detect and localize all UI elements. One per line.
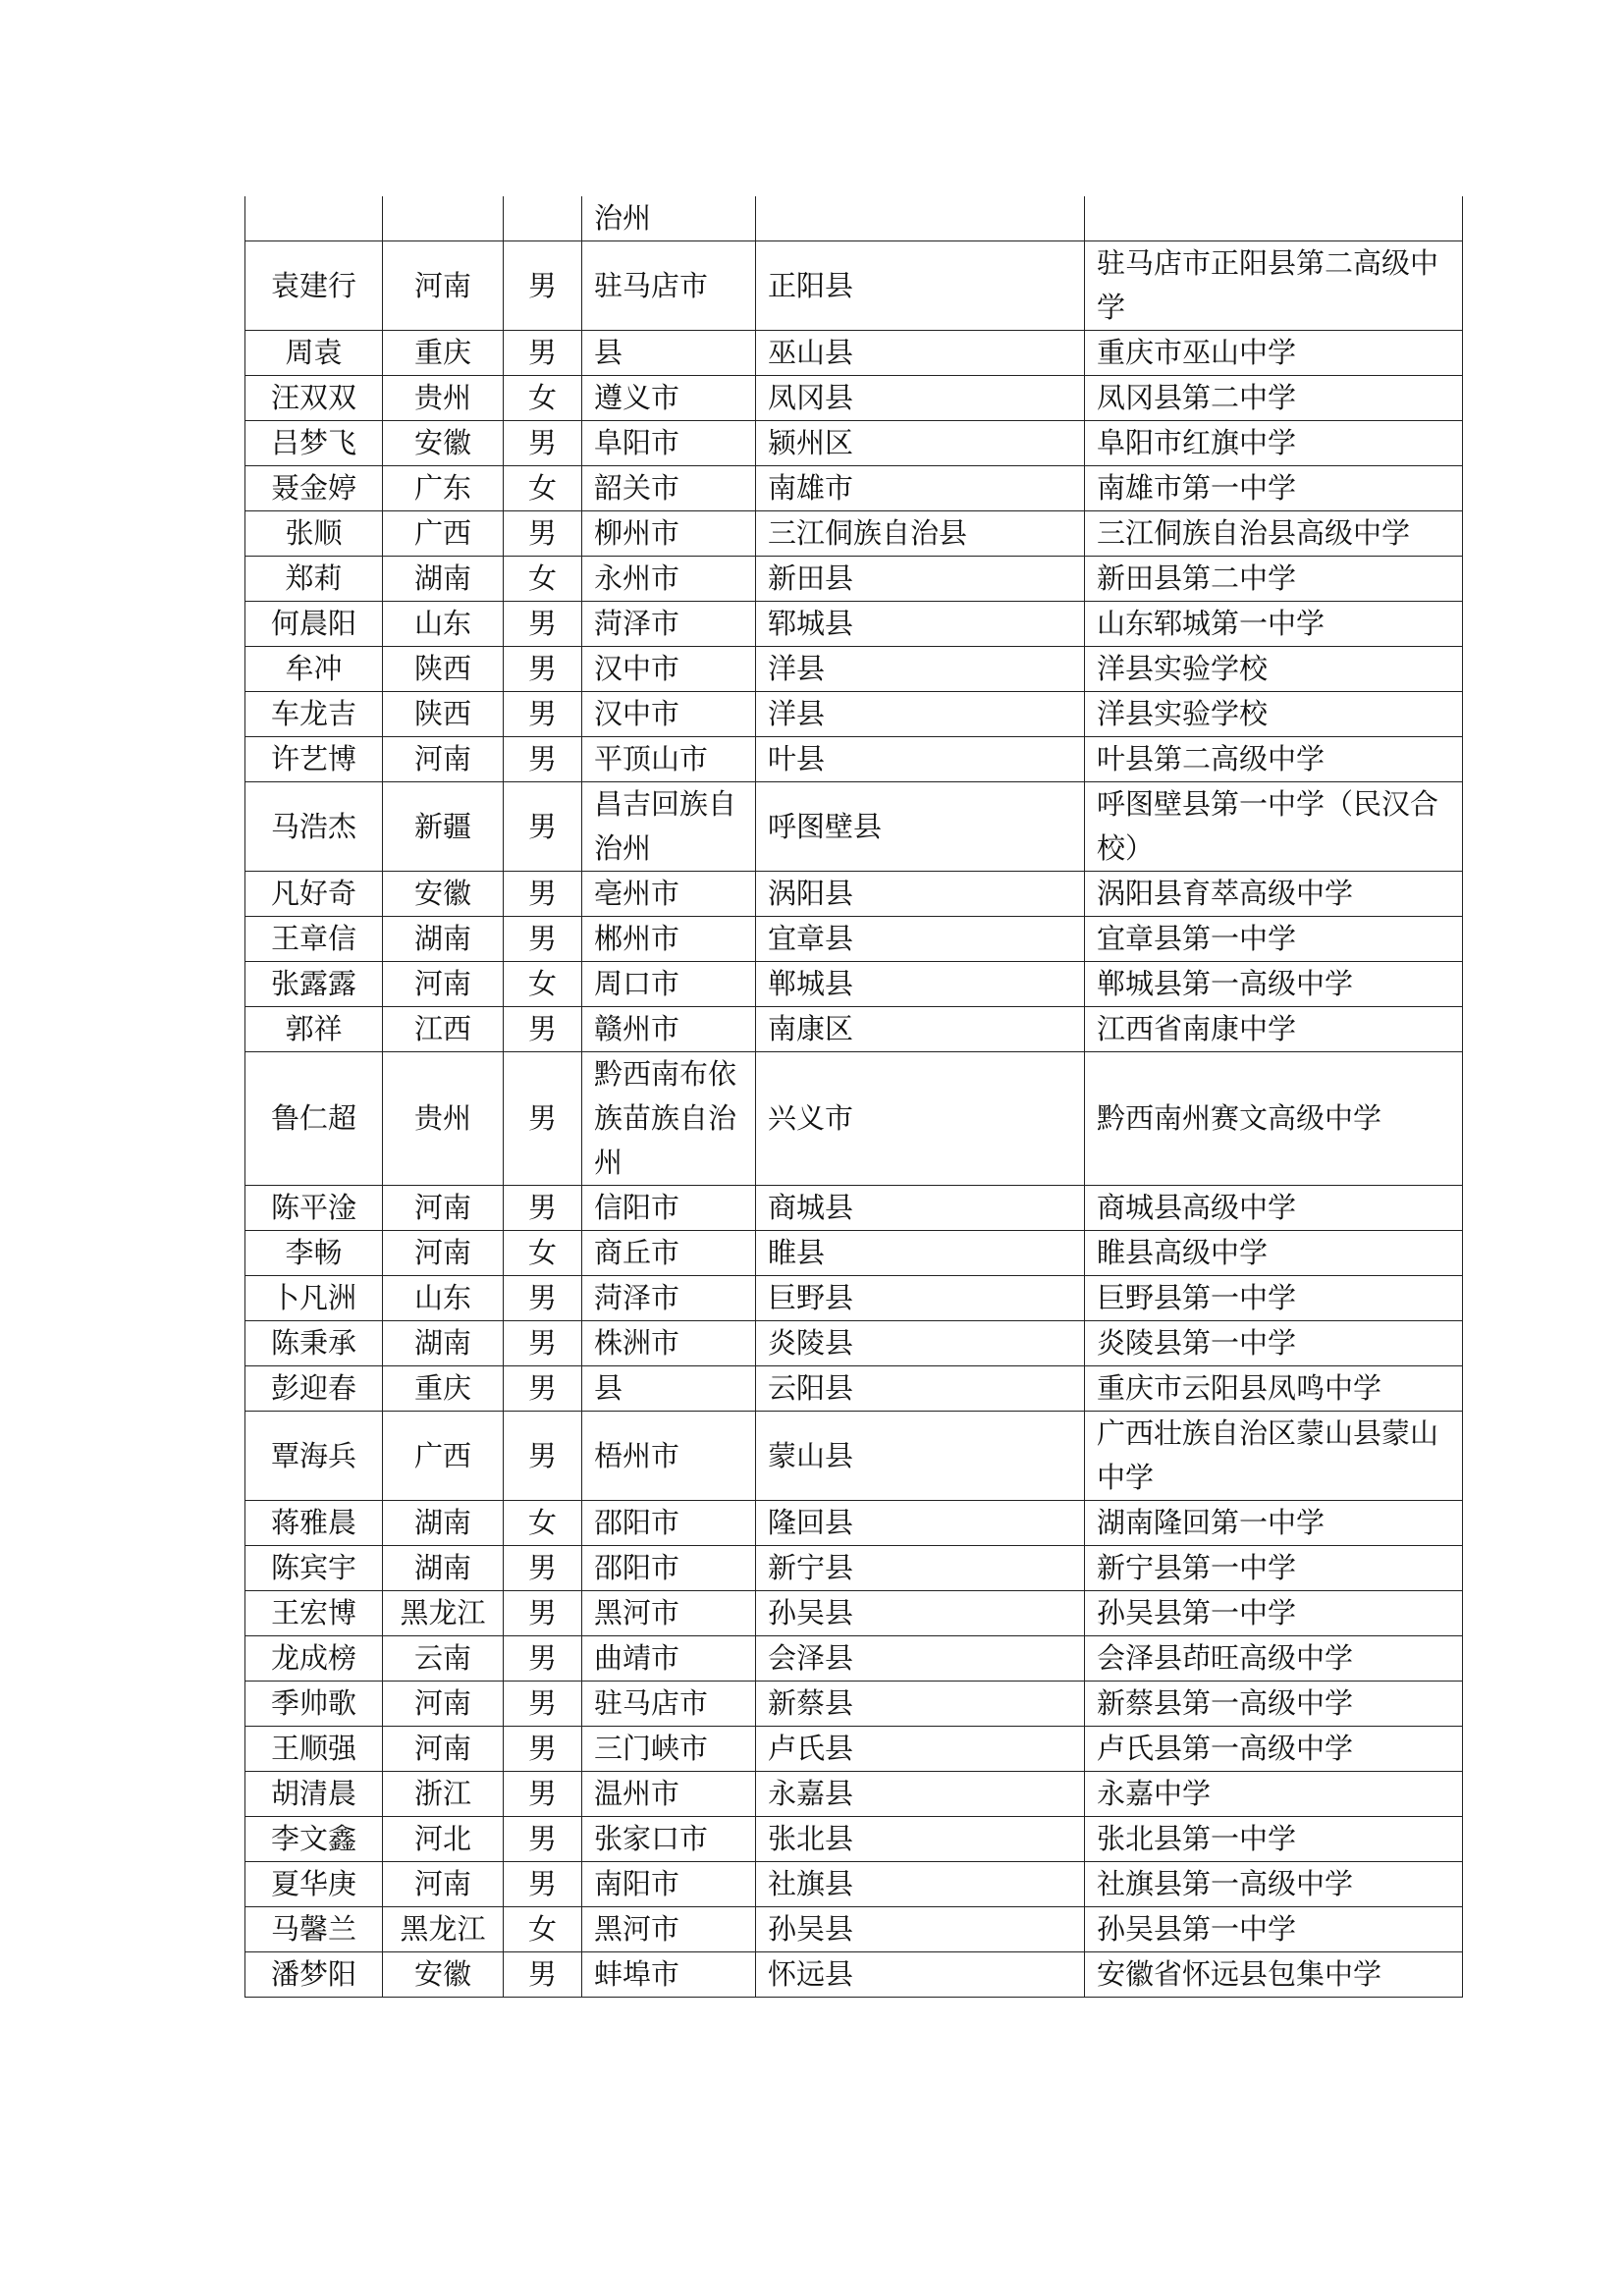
table-row — [245, 376, 1463, 421]
province-cell: 河南 — [383, 962, 504, 1007]
school-cell: 重庆市巫山中学 — [1085, 331, 1463, 376]
province-cell: 黑龙江 — [383, 1907, 504, 1952]
name-cell: 汪双双 — [245, 376, 383, 421]
city-cell: 周口市 — [582, 962, 756, 1007]
province-cell: 湖南 — [383, 1321, 504, 1366]
gender-cell: 男 — [504, 1817, 582, 1862]
county-cell: 南康区 — [756, 1007, 1085, 1052]
city-cell: 黑河市 — [582, 1591, 756, 1636]
city-cell: 汉中市 — [582, 692, 756, 737]
county-cell: 新蔡县 — [756, 1682, 1085, 1727]
city-cell: 三门峡市 — [582, 1727, 756, 1772]
table-row — [245, 1682, 1463, 1727]
gender-cell: 男 — [504, 331, 582, 376]
county-cell: 洋县 — [756, 647, 1085, 692]
table-row — [245, 466, 1463, 511]
gender-cell: 男 — [504, 1727, 582, 1772]
table-row — [245, 1907, 1463, 1952]
school-cell: 驻马店市正阳县第二高级中学 — [1085, 241, 1463, 331]
name-cell: 许艺博 — [245, 737, 383, 782]
gender-cell: 男 — [504, 782, 582, 872]
continuation-row — [245, 196, 1463, 241]
city-cell: 昌吉回族自治州 — [582, 782, 756, 872]
table-row — [245, 1636, 1463, 1682]
gender-cell: 女 — [504, 376, 582, 421]
gender-cell: 男 — [504, 1952, 582, 1998]
city-cell: 郴州市 — [582, 917, 756, 962]
county-cell: 卢氏县 — [756, 1727, 1085, 1772]
name-cell: 陈秉承 — [245, 1321, 383, 1366]
gender-cell: 男 — [504, 737, 582, 782]
city-cell: 张家口市 — [582, 1817, 756, 1862]
county-cell — [756, 196, 1085, 241]
name-cell: 鲁仁超 — [245, 1052, 383, 1186]
city-cell: 曲靖市 — [582, 1636, 756, 1682]
county-cell: 张北县 — [756, 1817, 1085, 1862]
gender-cell: 男 — [504, 917, 582, 962]
name-cell: 张露露 — [245, 962, 383, 1007]
name-cell: 郑莉 — [245, 557, 383, 602]
county-cell: 怀远县 — [756, 1952, 1085, 1998]
county-cell: 商城县 — [756, 1186, 1085, 1231]
province-cell: 河南 — [383, 1862, 504, 1907]
table-row — [245, 1952, 1463, 1998]
gender-cell: 男 — [504, 1591, 582, 1636]
county-cell: 睢县 — [756, 1231, 1085, 1276]
gender-cell: 男 — [504, 1321, 582, 1366]
table-row — [245, 872, 1463, 917]
school-cell: 山东郓城第一中学 — [1085, 602, 1463, 647]
province-cell — [383, 196, 504, 241]
city-cell: 邵阳市 — [582, 1546, 756, 1591]
city-cell: 柳州市 — [582, 511, 756, 557]
school-cell: 呼图壁县第一中学（民汉合校） — [1085, 782, 1463, 872]
gender-cell: 女 — [504, 557, 582, 602]
city-cell: 黑河市 — [582, 1907, 756, 1952]
province-cell: 河南 — [383, 1682, 504, 1727]
gender-cell: 男 — [504, 1007, 582, 1052]
school-cell: 安徽省怀远县包集中学 — [1085, 1952, 1463, 1998]
name-cell: 马馨兰 — [245, 1907, 383, 1952]
name-cell: 龙成榜 — [245, 1636, 383, 1682]
school-cell: 湖南隆回第一中学 — [1085, 1501, 1463, 1546]
table-row — [245, 602, 1463, 647]
name-cell: 王顺强 — [245, 1727, 383, 1772]
school-cell: 三江侗族自治县高级中学 — [1085, 511, 1463, 557]
province-cell: 广东 — [383, 466, 504, 511]
province-cell: 安徽 — [383, 872, 504, 917]
school-cell: 郸城县第一高级中学 — [1085, 962, 1463, 1007]
province-cell: 湖南 — [383, 917, 504, 962]
province-cell: 山东 — [383, 1276, 504, 1321]
city-cell: 县 — [582, 331, 756, 376]
table-row — [245, 962, 1463, 1007]
name-cell: 夏华庚 — [245, 1862, 383, 1907]
county-cell: 正阳县 — [756, 241, 1085, 331]
province-cell: 湖南 — [383, 1501, 504, 1546]
city-cell: 治州 — [582, 196, 756, 241]
school-cell: 卢氏县第一高级中学 — [1085, 1727, 1463, 1772]
county-cell: 颍州区 — [756, 421, 1085, 466]
student-roster-table — [244, 196, 1463, 1998]
school-cell: 阜阳市红旗中学 — [1085, 421, 1463, 466]
county-cell: 宜章县 — [756, 917, 1085, 962]
gender-cell — [504, 196, 582, 241]
name-cell: 张顺 — [245, 511, 383, 557]
table-row — [245, 1231, 1463, 1276]
gender-cell: 男 — [504, 692, 582, 737]
county-cell: 兴义市 — [756, 1052, 1085, 1186]
name-cell: 卜凡洲 — [245, 1276, 383, 1321]
gender-cell: 男 — [504, 1366, 582, 1412]
county-cell: 新宁县 — [756, 1546, 1085, 1591]
county-cell: 孙吴县 — [756, 1907, 1085, 1952]
province-cell: 河南 — [383, 1727, 504, 1772]
name-cell: 李畅 — [245, 1231, 383, 1276]
table-row — [245, 1321, 1463, 1366]
name-cell: 马浩杰 — [245, 782, 383, 872]
province-cell: 重庆 — [383, 331, 504, 376]
county-cell: 孙吴县 — [756, 1591, 1085, 1636]
table-row — [245, 511, 1463, 557]
gender-cell: 男 — [504, 511, 582, 557]
province-cell: 河南 — [383, 241, 504, 331]
table-row — [245, 1007, 1463, 1052]
province-cell: 浙江 — [383, 1772, 504, 1817]
county-cell: 郸城县 — [756, 962, 1085, 1007]
county-cell: 社旗县 — [756, 1862, 1085, 1907]
table-row — [245, 1366, 1463, 1412]
city-cell: 平顶山市 — [582, 737, 756, 782]
city-cell: 驻马店市 — [582, 241, 756, 331]
county-cell: 凤冈县 — [756, 376, 1085, 421]
gender-cell: 女 — [504, 962, 582, 1007]
province-cell: 河南 — [383, 1231, 504, 1276]
gender-cell: 男 — [504, 1546, 582, 1591]
city-cell: 黔西南布依族苗族自治州 — [582, 1052, 756, 1186]
table-row — [245, 1772, 1463, 1817]
school-cell — [1085, 196, 1463, 241]
table-row — [245, 1276, 1463, 1321]
table-row — [245, 1186, 1463, 1231]
county-cell: 南雄市 — [756, 466, 1085, 511]
name-cell: 吕梦飞 — [245, 421, 383, 466]
school-cell: 黔西南州赛文高级中学 — [1085, 1052, 1463, 1186]
province-cell: 贵州 — [383, 376, 504, 421]
gender-cell: 男 — [504, 421, 582, 466]
province-cell: 河北 — [383, 1817, 504, 1862]
province-cell: 河南 — [383, 737, 504, 782]
province-cell: 黑龙江 — [383, 1591, 504, 1636]
school-cell: 商城县高级中学 — [1085, 1186, 1463, 1231]
table-row — [245, 1727, 1463, 1772]
county-cell: 巨野县 — [756, 1276, 1085, 1321]
county-cell: 呼图壁县 — [756, 782, 1085, 872]
gender-cell: 女 — [504, 1907, 582, 1952]
roster-body — [245, 196, 1463, 1998]
city-cell: 县 — [582, 1366, 756, 1412]
school-cell: 孙吴县第一中学 — [1085, 1591, 1463, 1636]
name-cell: 季帅歌 — [245, 1682, 383, 1727]
name-cell: 聂金婷 — [245, 466, 383, 511]
school-cell: 叶县第二高级中学 — [1085, 737, 1463, 782]
gender-cell: 男 — [504, 1772, 582, 1817]
table-row — [245, 241, 1463, 331]
school-cell: 炎陵县第一中学 — [1085, 1321, 1463, 1366]
city-cell: 韶关市 — [582, 466, 756, 511]
school-cell: 永嘉中学 — [1085, 1772, 1463, 1817]
city-cell: 菏泽市 — [582, 602, 756, 647]
province-cell: 陕西 — [383, 692, 504, 737]
city-cell: 遵义市 — [582, 376, 756, 421]
province-cell: 湖南 — [383, 557, 504, 602]
county-cell: 新田县 — [756, 557, 1085, 602]
gender-cell: 男 — [504, 1682, 582, 1727]
county-cell: 永嘉县 — [756, 1772, 1085, 1817]
province-cell: 陕西 — [383, 647, 504, 692]
name-cell: 彭迎春 — [245, 1366, 383, 1412]
county-cell: 巫山县 — [756, 331, 1085, 376]
gender-cell: 男 — [504, 1052, 582, 1186]
table-row — [245, 557, 1463, 602]
name-cell: 蒋雅晨 — [245, 1501, 383, 1546]
province-cell: 河南 — [383, 1186, 504, 1231]
city-cell: 亳州市 — [582, 872, 756, 917]
name-cell: 陈宾宇 — [245, 1546, 383, 1591]
county-cell: 会泽县 — [756, 1636, 1085, 1682]
city-cell: 汉中市 — [582, 647, 756, 692]
city-cell: 菏泽市 — [582, 1276, 756, 1321]
school-cell: 巨野县第一中学 — [1085, 1276, 1463, 1321]
table-row — [245, 692, 1463, 737]
county-cell: 三江侗族自治县 — [756, 511, 1085, 557]
county-cell: 云阳县 — [756, 1366, 1085, 1412]
school-cell: 涡阳县育萃高级中学 — [1085, 872, 1463, 917]
gender-cell: 男 — [504, 872, 582, 917]
school-cell: 睢县高级中学 — [1085, 1231, 1463, 1276]
county-cell: 叶县 — [756, 737, 1085, 782]
name-cell: 凡好奇 — [245, 872, 383, 917]
province-cell: 贵州 — [383, 1052, 504, 1186]
school-cell: 洋县实验学校 — [1085, 692, 1463, 737]
gender-cell: 女 — [504, 1501, 582, 1546]
school-cell: 洋县实验学校 — [1085, 647, 1463, 692]
gender-cell: 女 — [504, 466, 582, 511]
name-cell: 覃海兵 — [245, 1412, 383, 1501]
city-cell: 南阳市 — [582, 1862, 756, 1907]
gender-cell: 男 — [504, 1862, 582, 1907]
school-cell: 凤冈县第二中学 — [1085, 376, 1463, 421]
city-cell: 阜阳市 — [582, 421, 756, 466]
city-cell: 邵阳市 — [582, 1501, 756, 1546]
table-row — [245, 917, 1463, 962]
city-cell: 赣州市 — [582, 1007, 756, 1052]
province-cell: 广西 — [383, 1412, 504, 1501]
city-cell: 商丘市 — [582, 1231, 756, 1276]
city-cell: 温州市 — [582, 1772, 756, 1817]
table-row — [245, 1412, 1463, 1501]
school-cell: 张北县第一中学 — [1085, 1817, 1463, 1862]
name-cell: 王宏博 — [245, 1591, 383, 1636]
province-cell: 山东 — [383, 602, 504, 647]
table-row — [245, 1817, 1463, 1862]
school-cell: 重庆市云阳县凤鸣中学 — [1085, 1366, 1463, 1412]
school-cell: 新田县第二中学 — [1085, 557, 1463, 602]
table-row — [245, 1862, 1463, 1907]
county-cell: 涡阳县 — [756, 872, 1085, 917]
table-row — [245, 737, 1463, 782]
table-row — [245, 421, 1463, 466]
school-cell: 南雄市第一中学 — [1085, 466, 1463, 511]
gender-cell: 男 — [504, 602, 582, 647]
province-cell: 新疆 — [383, 782, 504, 872]
table-row — [245, 1546, 1463, 1591]
name-cell: 李文鑫 — [245, 1817, 383, 1862]
gender-cell: 女 — [504, 1231, 582, 1276]
gender-cell: 男 — [504, 1186, 582, 1231]
school-cell: 新宁县第一中学 — [1085, 1546, 1463, 1591]
province-cell: 重庆 — [383, 1366, 504, 1412]
name-cell — [245, 196, 383, 241]
school-cell: 社旗县第一高级中学 — [1085, 1862, 1463, 1907]
table-row — [245, 782, 1463, 872]
name-cell: 袁建行 — [245, 241, 383, 331]
name-cell: 胡清晨 — [245, 1772, 383, 1817]
gender-cell: 男 — [504, 1636, 582, 1682]
county-cell: 炎陵县 — [756, 1321, 1085, 1366]
school-cell: 会泽县茚旺高级中学 — [1085, 1636, 1463, 1682]
city-cell: 驻马店市 — [582, 1682, 756, 1727]
province-cell: 广西 — [383, 511, 504, 557]
school-cell: 孙吴县第一中学 — [1085, 1907, 1463, 1952]
province-cell: 江西 — [383, 1007, 504, 1052]
gender-cell: 男 — [504, 647, 582, 692]
province-cell: 安徽 — [383, 1952, 504, 1998]
table-row — [245, 1052, 1463, 1186]
table-row — [245, 331, 1463, 376]
name-cell: 潘梦阳 — [245, 1952, 383, 1998]
name-cell: 何晨阳 — [245, 602, 383, 647]
gender-cell: 男 — [504, 241, 582, 331]
county-cell: 郓城县 — [756, 602, 1085, 647]
gender-cell: 男 — [504, 1276, 582, 1321]
province-cell: 安徽 — [383, 421, 504, 466]
city-cell: 株洲市 — [582, 1321, 756, 1366]
name-cell: 周袁 — [245, 331, 383, 376]
name-cell: 郭祥 — [245, 1007, 383, 1052]
table-row — [245, 647, 1463, 692]
name-cell: 车龙吉 — [245, 692, 383, 737]
school-cell: 江西省南康中学 — [1085, 1007, 1463, 1052]
county-cell: 蒙山县 — [756, 1412, 1085, 1501]
name-cell: 牟冲 — [245, 647, 383, 692]
name-cell: 王章信 — [245, 917, 383, 962]
county-cell: 隆回县 — [756, 1501, 1085, 1546]
table-row — [245, 1501, 1463, 1546]
school-cell: 广西壮族自治区蒙山县蒙山中学 — [1085, 1412, 1463, 1501]
gender-cell: 男 — [504, 1412, 582, 1501]
table-row — [245, 1591, 1463, 1636]
city-cell: 永州市 — [582, 557, 756, 602]
school-cell: 新蔡县第一高级中学 — [1085, 1682, 1463, 1727]
school-cell: 宜章县第一中学 — [1085, 917, 1463, 962]
province-cell: 云南 — [383, 1636, 504, 1682]
name-cell: 陈平淦 — [245, 1186, 383, 1231]
province-cell: 湖南 — [383, 1546, 504, 1591]
county-cell: 洋县 — [756, 692, 1085, 737]
city-cell: 梧州市 — [582, 1412, 756, 1501]
city-cell: 蚌埠市 — [582, 1952, 756, 1998]
city-cell: 信阳市 — [582, 1186, 756, 1231]
